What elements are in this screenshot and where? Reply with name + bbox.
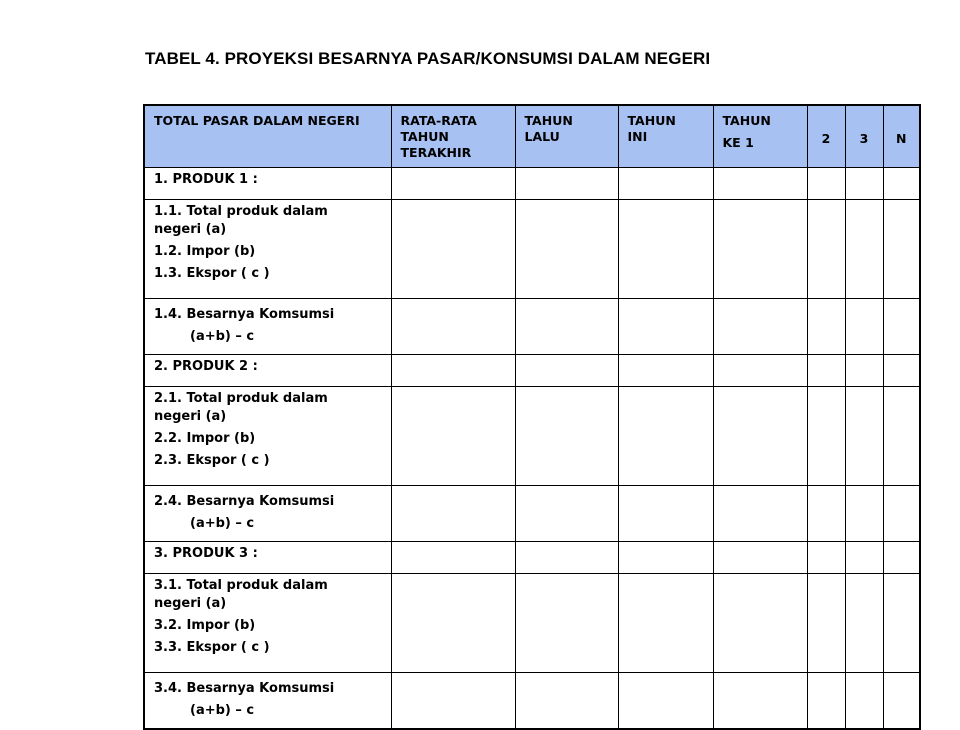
table-cell[interactable]: [807, 541, 845, 573]
table-row: [144, 485, 920, 541]
table-row: [144, 386, 920, 485]
row-label: 3.4. Besarnya Komsumsi (a+b) – c: [144, 672, 391, 729]
header-year-3: 3: [845, 105, 883, 167]
table-cell[interactable]: [807, 167, 845, 199]
table-cell[interactable]: [845, 386, 883, 485]
row-label: 2. PRODUK 2 :: [144, 354, 391, 386]
header-total-pasar: TOTAL PASAR DALAM NEGERI: [144, 105, 391, 167]
table-cell[interactable]: [515, 386, 618, 485]
table-cell[interactable]: [618, 485, 713, 541]
row-label: 1.4. Besarnya Komsumsi (a+b) – c: [144, 298, 391, 354]
table-cell[interactable]: [391, 298, 515, 354]
table-cell[interactable]: [807, 485, 845, 541]
table-cell[interactable]: [391, 167, 515, 199]
table-cell[interactable]: [515, 672, 618, 729]
header-row: [144, 105, 920, 167]
table-cell[interactable]: [618, 386, 713, 485]
table-cell[interactable]: [713, 573, 807, 672]
header-tahun-ke-1: TAHUN KE 1: [713, 105, 807, 167]
table-cell[interactable]: [845, 167, 883, 199]
table-cell[interactable]: [845, 485, 883, 541]
table-cell[interactable]: [807, 354, 845, 386]
table-cell[interactable]: [618, 199, 713, 298]
table-row: [144, 573, 920, 672]
table-cell[interactable]: [713, 354, 807, 386]
table-cell[interactable]: [845, 541, 883, 573]
header-year-2: 2: [807, 105, 845, 167]
table-cell[interactable]: [807, 573, 845, 672]
header-rata-rata: RATA-RATA TAHUN TERAKHIR: [391, 105, 515, 167]
table-cell[interactable]: [713, 199, 807, 298]
table-cell[interactable]: [883, 298, 920, 354]
header-year-n: N: [883, 105, 920, 167]
table-cell[interactable]: [391, 354, 515, 386]
table-row: [144, 298, 920, 354]
table-cell[interactable]: [807, 386, 845, 485]
table-cell[interactable]: [515, 298, 618, 354]
table-row: [144, 541, 920, 573]
table-cell[interactable]: [883, 354, 920, 386]
table-cell[interactable]: [618, 672, 713, 729]
table-cell[interactable]: [618, 354, 713, 386]
table-cell[interactable]: [515, 354, 618, 386]
table-row: [144, 672, 920, 729]
row-label: 3. PRODUK 3 :: [144, 541, 391, 573]
table-cell[interactable]: [845, 672, 883, 729]
table-cell[interactable]: [807, 199, 845, 298]
table-cell[interactable]: [883, 485, 920, 541]
table-cell[interactable]: [391, 199, 515, 298]
row-label: 3.1. Total produk dalam negeri (a) 3.2. Impor (b) 3.3. Ekspor ( c ): [144, 573, 391, 672]
table-cell[interactable]: [391, 573, 515, 672]
table-cell[interactable]: [618, 167, 713, 199]
row-label: 1.1. Total produk dalam negeri (a) 1.2. Impor (b) 1.3. Ekspor ( c ): [144, 199, 391, 298]
table-cell[interactable]: [845, 199, 883, 298]
table-cell[interactable]: [713, 672, 807, 729]
table-cell[interactable]: [391, 386, 515, 485]
table-cell[interactable]: [618, 298, 713, 354]
table-cell[interactable]: [845, 573, 883, 672]
table-cell[interactable]: [515, 485, 618, 541]
table-cell[interactable]: [618, 573, 713, 672]
table-cell[interactable]: [883, 573, 920, 672]
table-cell[interactable]: [515, 541, 618, 573]
table-row: [144, 354, 920, 386]
table-cell[interactable]: [713, 167, 807, 199]
row-label: 1. PRODUK 1 :: [144, 167, 391, 199]
table-cell[interactable]: [713, 298, 807, 354]
row-label: 2.1. Total produk dalam negeri (a) 2.2. Impor (b) 2.3. Ekspor ( c ): [144, 386, 391, 485]
table-cell[interactable]: [883, 541, 920, 573]
table-cell[interactable]: [883, 167, 920, 199]
header-tahun-ini: TAHUN INI: [618, 105, 713, 167]
table-cell[interactable]: [807, 298, 845, 354]
table-cell[interactable]: [391, 541, 515, 573]
table-cell[interactable]: [883, 672, 920, 729]
row-label: 2.4. Besarnya Komsumsi (a+b) – c: [144, 485, 391, 541]
projection-table: [143, 104, 921, 730]
table-cell[interactable]: [883, 386, 920, 485]
table-cell[interactable]: [807, 672, 845, 729]
table-cell[interactable]: [391, 485, 515, 541]
table-cell[interactable]: [713, 386, 807, 485]
table-title: TABEL 4. PROYEKSI BESARNYA PASAR/KONSUMSI DALAM NEGERI: [145, 49, 711, 68]
table-cell[interactable]: [391, 672, 515, 729]
header-tahun-lalu: TAHUN LALU: [515, 105, 618, 167]
table-cell[interactable]: [618, 541, 713, 573]
table-cell[interactable]: [713, 541, 807, 573]
table-row: [144, 167, 920, 199]
table-row: [144, 199, 920, 298]
table-cell[interactable]: [845, 354, 883, 386]
table-cell[interactable]: [883, 199, 920, 298]
table-cell[interactable]: [515, 573, 618, 672]
table-cell[interactable]: [845, 298, 883, 354]
table-cell[interactable]: [515, 199, 618, 298]
table-cell[interactable]: [713, 485, 807, 541]
table-cell[interactable]: [515, 167, 618, 199]
